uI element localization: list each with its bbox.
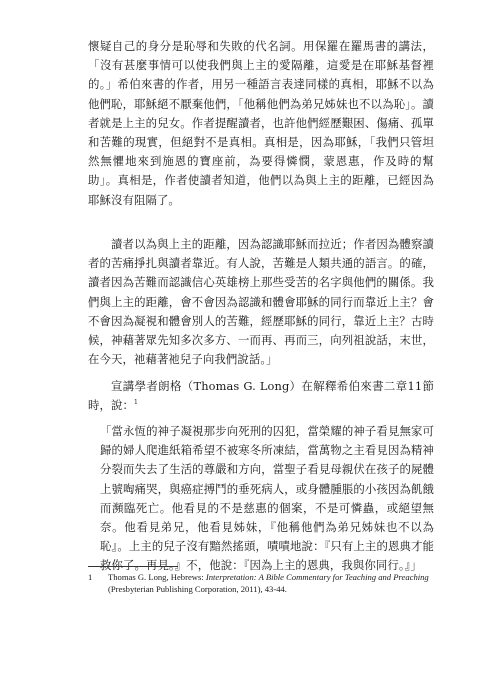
footnote-publisher: (Presbyterian Publishing Corporation, 2011), 43-44. xyxy=(108,584,287,594)
footnote-number: 1 xyxy=(88,572,93,582)
footnote-author: Thomas G. Long, Hebrews: xyxy=(108,572,206,582)
paragraph-2: 讀者以為與上主的距離，因為認識耶穌而拉近；作者因為體察讀者的苦痛掙扎與讀者靠近。有人說，苦難是人類共通的語言。的確，讀者因為苦難而認識信心英雄榜上那些受苦的名字與他們的關係。我們與上主的距離，會不會因為認識和體會耶穌的同行而靠近上主？會不會因為凝視和體會別人的苦難，經歷耶穌的同行，靠近上主？古時候，神藉著眾先知多次多方、一而再、再而三，向列祖說話，末世，在今天，祂藉著祂兒子向我們說話。」 xyxy=(88,237,434,367)
paragraph-1: 懷疑自己的身分是恥辱和失敗的代名詞。用保羅在羅馬書的講法，「沒有甚麼事情可以使我們與上主的愛隔離，這愛是在耶穌基督裡的。」希伯來書的作者，用另一種語言表達同樣的真相，耶穌不以為他們恥，耶穌絕不厭棄他們，「他稱他們為弟兄姊妹也不以為恥」。讀者就是上主的兒女。作者提醒讀者，也許他們經歷艱困、傷痛、孤單和苦難的現實，但絕對不是真相。真相是，因為耶穌，「我們只管坦然無懼地來到施恩的寶座前，為要得憐憫，蒙恩惠，作及時的幫助」。真相是，作者使讀者知道，他們以為與上主的距離，已經因為耶穌沒有阻隔了。 xyxy=(88,39,434,207)
footnote-ref: 1 xyxy=(133,399,138,407)
footnote-divider xyxy=(88,566,178,567)
block-quote: 「當永恆的神子凝視那步向死刑的囚犯，當榮耀的神子看見無家可歸的婦人爬進紙箱希望不被寒冬所凍結，當萬物之主看見因為精神分裂而失去了生活的尊嚴和方向，當聖子看見母親伏在孩子的屍體上號啕痛哭，與癌症搏鬥的垂死病人，或身體腫脹的小孩因為飢餓而瀕臨死亡。他看見的不是慈惠的個案，不是可憐蟲，或絕望無奈。他看見弟兄，他看見姊妹，『他稱他們為弟兄姊妹也不以為恥』。上主的兒子沒有黯然搖頭，嘖嘖地說：『只有上主的恩典才能救你了。再見。』不，他說：『因為上主的恩典，我與你同行。』」 xyxy=(100,424,434,573)
paragraph-3 xyxy=(88,377,434,415)
footnote xyxy=(88,571,434,595)
paragraph-3-text: 宣講學者朗格（Thomas G. Long）在解釋希伯來書二章11節時，說： xyxy=(88,379,434,413)
footnote-body xyxy=(88,571,434,595)
footnote-title: Interpretation: A Bible Commentary for Teaching and Preaching xyxy=(205,572,429,582)
